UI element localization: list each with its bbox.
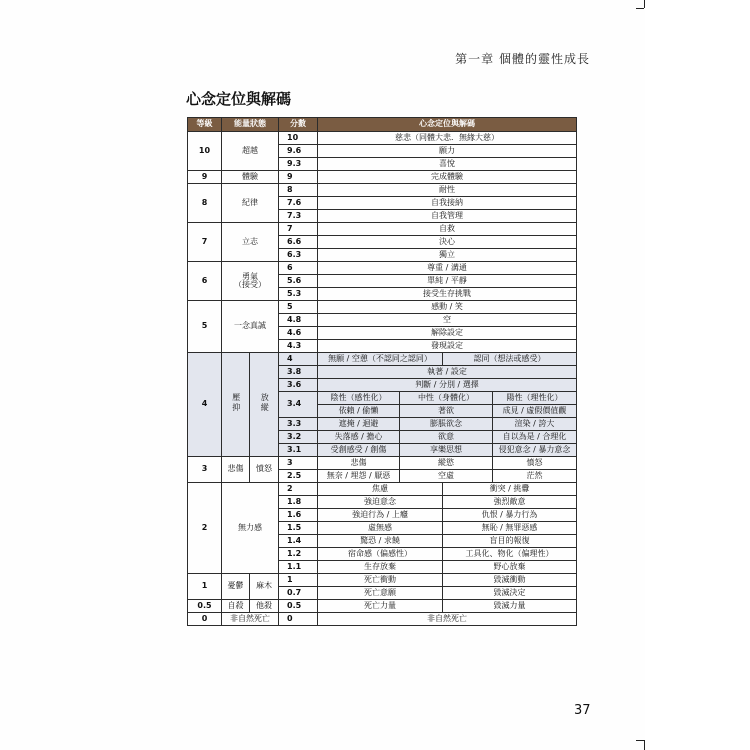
state-cell-indulge — [250, 353, 279, 457]
decoding-cell: 茫然 — [493, 470, 577, 483]
state-cell-sad: 悲傷 — [222, 457, 250, 483]
decoding-cell: 盲目的報復 — [443, 535, 577, 548]
page-number: 37 — [574, 703, 591, 718]
score-cell: 0.5 — [279, 600, 318, 613]
state-text: 放縱 — [260, 393, 270, 414]
decoding-cell: 無恥 / 無罪惡感 — [443, 522, 577, 535]
decoding-cell: 仇恨 / 暴力行為 — [443, 509, 577, 522]
state-cell: 一念真誠 — [222, 301, 279, 353]
decoding-cell: 空虛 — [400, 470, 493, 483]
score-cell: 7.6 — [279, 197, 318, 210]
level-cell: 0 — [188, 613, 222, 626]
decoding-cell: 無奈 / 埋怨 / 厭惡 — [318, 470, 400, 483]
decoding-cell: 悲傷 — [318, 457, 400, 470]
score-cell: 7.3 — [279, 210, 318, 223]
decoding-cell: 執著 / 設定 — [318, 366, 577, 379]
state-cell: 超越 — [222, 132, 279, 171]
score-cell: 7 — [279, 223, 318, 236]
crop-mark-top — [644, 0, 645, 8]
crop-mark-bottom — [644, 740, 645, 750]
decoding-cell: 自以為是 / 合理化 — [493, 431, 577, 444]
header-decoding: 心念定位與解碼 — [318, 118, 577, 132]
level-cell: 0.5 — [188, 600, 222, 613]
state-cell-repress — [222, 353, 250, 457]
level-cell: 1 — [188, 574, 222, 600]
score-cell: 9.6 — [279, 145, 318, 158]
state-cell: 非自然死亡 — [222, 613, 279, 626]
score-cell: 1.1 — [279, 561, 318, 574]
level-cell: 4 — [188, 353, 222, 457]
decoding-cell: 成見 / 虛假價值觀 — [493, 405, 577, 418]
level-cell: 7 — [188, 223, 222, 262]
score-cell: 3.3 — [279, 418, 318, 431]
decoding-cell: 解除設定 — [318, 327, 577, 340]
score-cell: 9 — [279, 171, 318, 184]
decoding-cell: 接受生存挑戰 — [318, 288, 577, 301]
level-cell: 5 — [188, 301, 222, 353]
score-cell: 3 — [279, 457, 318, 470]
section-title: 心念定位與解碼 — [186, 90, 292, 108]
decoding-cell: 願力 — [318, 145, 577, 158]
table-row — [188, 132, 577, 145]
score-cell: 1.2 — [279, 548, 318, 561]
score-cell: 9.3 — [279, 158, 318, 171]
level-cell: 6 — [188, 262, 222, 301]
decoding-cell: 尊重 / 溝通 — [318, 262, 577, 275]
table-row — [188, 301, 577, 314]
score-cell: 1.4 — [279, 535, 318, 548]
decoding-cell: 衝突 / 挑釁 — [443, 483, 577, 496]
state-cell-suicide: 自殺 — [222, 600, 250, 613]
table-row — [188, 223, 577, 236]
decoding-cell: 陰性（感性化） — [318, 392, 400, 405]
state-cell-homicide: 他殺 — [250, 600, 279, 613]
decoding-cell: 野心放棄 — [443, 561, 577, 574]
header-score: 分數 — [279, 118, 318, 132]
score-cell: 4 — [279, 353, 318, 366]
score-cell: 4.6 — [279, 327, 318, 340]
state-text: 壓抑 — [231, 393, 241, 414]
state-text: 勇氣 — [242, 271, 258, 281]
decoding-cell: 生存放棄 — [318, 561, 443, 574]
decoding-cell: 強迫意念 — [318, 496, 443, 509]
score-cell: 1.5 — [279, 522, 318, 535]
decoding-cell: 縱慾 — [400, 457, 493, 470]
score-cell: 6.6 — [279, 236, 318, 249]
level-cell: 10 — [188, 132, 222, 171]
header-row — [188, 118, 577, 132]
level-cell: 8 — [188, 184, 222, 223]
score-cell: 1.6 — [279, 509, 318, 522]
decoding-cell: 死亡力量 — [318, 600, 443, 613]
decoding-cell: 空 — [318, 314, 577, 327]
state-subtext: （接受） — [234, 280, 266, 289]
crop-mark-bottom-h — [636, 740, 644, 741]
score-cell: 1 — [279, 574, 318, 587]
decoding-cell: 侵犯意念 / 暴力意念 — [493, 444, 577, 457]
state-cell: 無力感 — [222, 483, 279, 574]
decoding-cell: 認同（想法或感受） — [443, 353, 577, 366]
decoding-cell: 陽性（理性化） — [493, 392, 577, 405]
score-cell: 4.8 — [279, 314, 318, 327]
score-cell: 1.8 — [279, 496, 318, 509]
score-cell: 8 — [279, 184, 318, 197]
decoding-cell: 中性（身體化） — [400, 392, 493, 405]
table-row — [188, 184, 577, 197]
consciousness-table — [187, 117, 577, 626]
state-cell: 體驗 — [222, 171, 279, 184]
decoding-cell: 毀滅力量 — [443, 600, 577, 613]
level-cell: 3 — [188, 457, 222, 483]
decoding-cell: 慈悲（同體大悲．無緣大慈） — [318, 132, 577, 145]
header-state: 能量狀態 — [222, 118, 279, 132]
decoding-cell: 死亡衝動 — [318, 574, 443, 587]
score-cell: 3.8 — [279, 366, 318, 379]
decoding-cell: 判斷 / 分別 / 選擇 — [318, 379, 577, 392]
decoding-cell: 遮掩 / 迴避 — [318, 418, 400, 431]
decoding-cell: 自我接納 — [318, 197, 577, 210]
decoding-cell: 失落感 / 擔心 — [318, 431, 400, 444]
decoding-cell: 毀滅衝動 — [443, 574, 577, 587]
decoding-cell: 感動 / 笑 — [318, 301, 577, 314]
decoding-cell: 自救 — [318, 223, 577, 236]
decoding-cell: 驚恐 / 求饒 — [318, 535, 443, 548]
score-cell: 2 — [279, 483, 318, 496]
decoding-cell: 受創感受 / 創傷 — [318, 444, 400, 457]
table-row — [188, 171, 577, 184]
score-cell: 6 — [279, 262, 318, 275]
decoding-cell: 耐性 — [318, 184, 577, 197]
decoding-cell: 死亡意願 — [318, 587, 443, 600]
decoding-cell: 單純 / 平靜 — [318, 275, 577, 288]
decoding-cell: 強迫行為 / 上癮 — [318, 509, 443, 522]
score-cell: 3.4 — [279, 392, 318, 418]
decoding-cell: 自我管理 — [318, 210, 577, 223]
decoding-cell: 著欲 — [400, 405, 493, 418]
score-cell: 6.3 — [279, 249, 318, 262]
score-cell: 10 — [279, 132, 318, 145]
decoding-cell: 工具化、物化（偏理性） — [443, 548, 577, 561]
decoding-cell: 虛無感 — [318, 522, 443, 535]
decoding-cell: 憤怒 — [493, 457, 577, 470]
score-cell: 3.2 — [279, 431, 318, 444]
decoding-cell: 宿命感（偏感性） — [318, 548, 443, 561]
crop-mark-top-h — [636, 8, 644, 9]
state-cell-depression: 憂鬱 — [222, 574, 250, 600]
state-cell: 立志 — [222, 223, 279, 262]
table-row — [188, 613, 577, 626]
decoding-cell: 渲染 / 誇大 — [493, 418, 577, 431]
decoding-cell: 焦慮 — [318, 483, 443, 496]
decoding-cell: 強烈敵意 — [443, 496, 577, 509]
table-row — [188, 600, 577, 613]
decoding-cell: 依賴 / 偷懶 — [318, 405, 400, 418]
decoding-cell: 獨立 — [318, 249, 577, 262]
decoding-cell: 享樂思想 — [400, 444, 493, 457]
score-cell: 3.6 — [279, 379, 318, 392]
score-cell: 0 — [279, 613, 318, 626]
state-cell-anger: 憤怒 — [250, 457, 279, 483]
score-cell: 5 — [279, 301, 318, 314]
decoding-cell: 發現設定 — [318, 340, 577, 353]
decoding-cell: 喜悅 — [318, 158, 577, 171]
decoding-cell: 完成體驗 — [318, 171, 577, 184]
level-cell: 9 — [188, 171, 222, 184]
score-cell: 0.7 — [279, 587, 318, 600]
table-row — [188, 262, 577, 275]
header-level: 等級 — [188, 118, 222, 132]
score-cell: 4.3 — [279, 340, 318, 353]
score-cell: 3.1 — [279, 444, 318, 457]
table-row — [188, 574, 577, 587]
state-cell — [222, 262, 279, 301]
table-row — [188, 353, 577, 366]
decoding-cell: 非自然死亡 — [318, 613, 577, 626]
state-cell: 紀律 — [222, 184, 279, 223]
decoding-cell: 無願 / 空憩（不認同之認同） — [318, 353, 443, 366]
table-row — [188, 483, 577, 496]
decoding-cell: 毀滅決定 — [443, 587, 577, 600]
decoding-cell: 膨脹欲念 — [400, 418, 493, 431]
decoding-cell: 決心 — [318, 236, 577, 249]
score-cell: 2.5 — [279, 470, 318, 483]
state-cell-numb: 麻木 — [250, 574, 279, 600]
level-cell: 2 — [188, 483, 222, 574]
score-cell: 5.3 — [279, 288, 318, 301]
table-row — [188, 457, 577, 470]
score-cell: 5.6 — [279, 275, 318, 288]
decoding-cell: 欲意 — [400, 431, 493, 444]
running-header: 第一章 個體的靈性成長 — [455, 52, 590, 66]
